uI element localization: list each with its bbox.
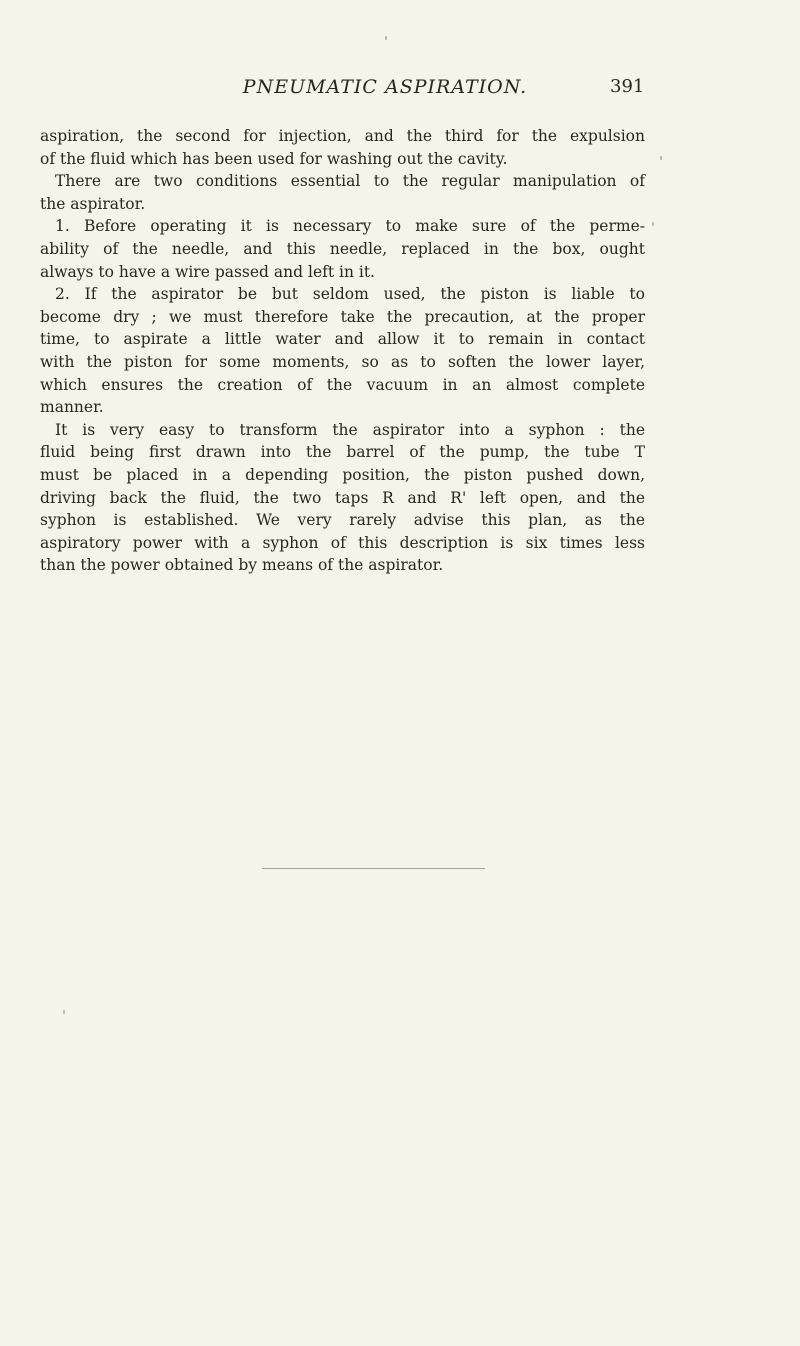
page-number: 391 [610, 76, 645, 97]
text-line: than the power obtained by means of the aspirator. [40, 556, 444, 575]
end-rule [262, 868, 485, 869]
text-line: aspiration, the second for injection, and the third for the expulsion [40, 127, 645, 145]
text-line: which ensures the creation of the vacuum in an almost complete [40, 375, 645, 394]
paragraph-syphon [40, 419, 645, 577]
text-line: always to have a wire passed and left in it. [40, 262, 375, 281]
text-line: fluid being first drawn into the barrel of the pump, the tube T [40, 443, 645, 462]
paper-speck [63, 1010, 65, 1014]
text-line: with the piston for some moments, so as to soften the lower layer, [40, 352, 645, 371]
text-line: syphon is established. We very rarely advise this plan, as the [40, 511, 645, 530]
text-line: There are two conditions essential to the regular manipulation of [55, 172, 645, 191]
paper-speck [385, 36, 387, 40]
text-line: driving back the fluid, the two taps R and R' left open, and the [40, 488, 645, 507]
running-title: PNEUMATIC ASPIRATION. [242, 76, 528, 98]
paragraph-condition-2 [40, 283, 645, 419]
text-line: must be placed in a depending position, the piston pushed down, [40, 465, 645, 484]
text-line: 2. If the aspirator be but seldom used, the piston is liable to [55, 285, 645, 304]
paragraph-continuation [40, 125, 645, 170]
text-line: ability of the needle, and this needle, replaced in the box, ought [40, 239, 645, 258]
paper-speck [652, 222, 654, 226]
paper-speck [660, 156, 662, 160]
text-line: time, to aspirate a little water and allow it to remain in contact [40, 330, 645, 349]
body-text [40, 125, 645, 577]
text-line: aspiratory power with a syphon of this description is six times less [40, 533, 645, 552]
text-line: It is very easy to transform the aspirator into a syphon : the [55, 420, 645, 439]
paragraph-conditions [40, 170, 645, 215]
text-line: become dry ; we must therefore take the precaution, at the proper [40, 307, 645, 326]
text-line: manner. [40, 398, 104, 417]
paragraph-condition-1 [40, 215, 645, 283]
text-line: of the fluid which has been used for washing out the cavity. [40, 149, 508, 168]
text-line: the aspirator. [40, 194, 146, 213]
text-line: 1. Before operating it is necessary to make sure of the perme- [55, 217, 645, 236]
